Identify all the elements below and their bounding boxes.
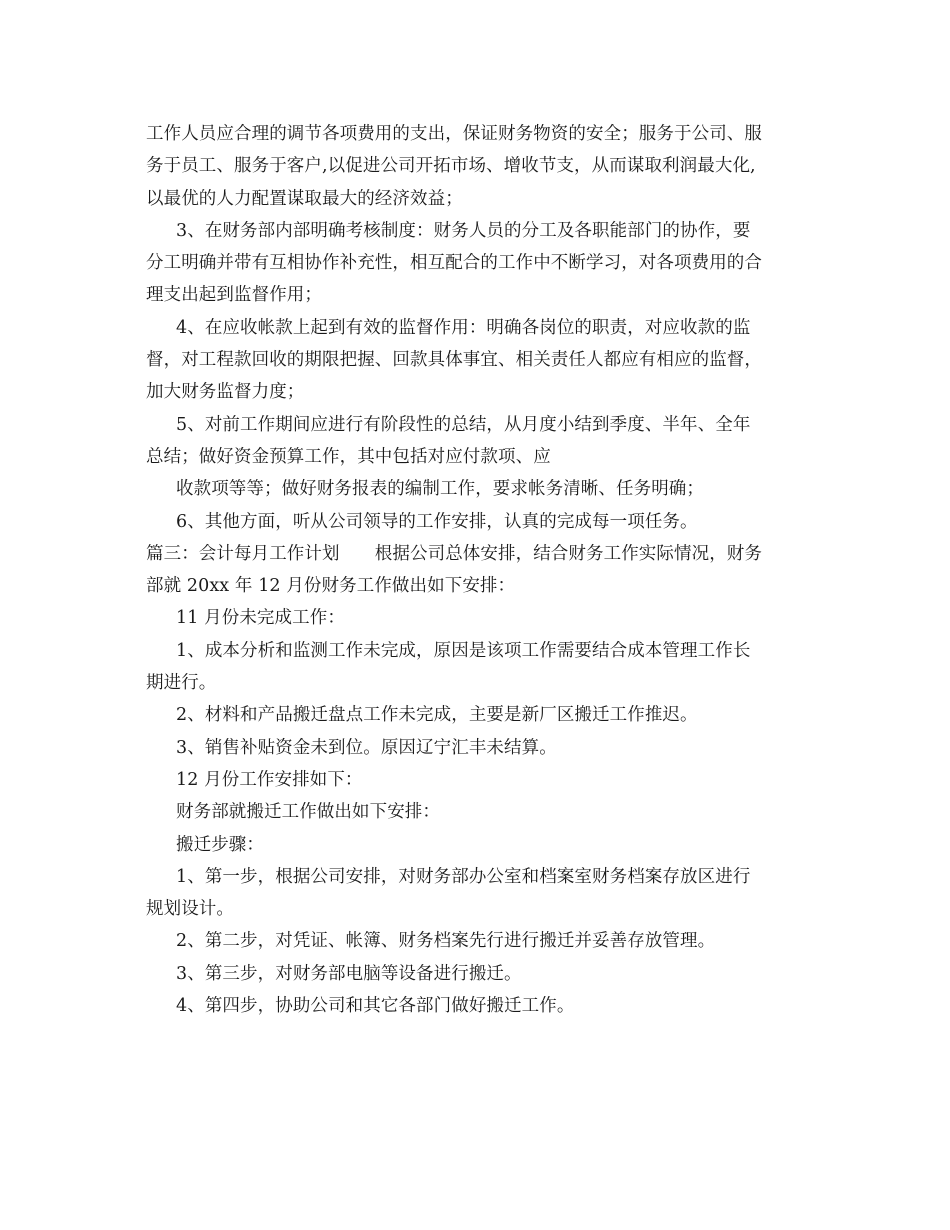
text-line: 4、第四步，协助公司和其它各部门做好搬迁工作。 bbox=[176, 996, 575, 1017]
document-body bbox=[146, 118, 806, 1022]
text-line: 篇三：会计每月工作计划 根据公司总体安排，结合财务工作实际情况，财务 bbox=[146, 543, 762, 564]
text-line: 4、在应收帐款上起到有效的监督作用：明确各岗位的职责，对应收款的监 bbox=[176, 317, 751, 338]
text-line: 2、材料和产品搬迁盘点工作未完成，主要是新厂区搬迁工作推迟。 bbox=[176, 705, 698, 726]
text-line: 12 月份工作安排如下： bbox=[176, 769, 363, 790]
text-line: 2、第二步，对凭证、帐簿、财务档案先行进行搬迁并妥善存放管理。 bbox=[176, 931, 716, 952]
text-line: 期进行。 bbox=[146, 673, 217, 694]
text-line: 规划设计。 bbox=[146, 899, 234, 920]
text-line: 督，对工程款回收的期限把握、回款具体事宜、相关责任人都应有相应的监督， bbox=[146, 350, 762, 371]
text-line: 3、第三步，对财务部电脑等设备进行搬迁。 bbox=[176, 963, 522, 984]
text-line: 工作人员应合理的调节各项费用的支出，保证财务物资的安全；服务于公司、服 bbox=[146, 124, 762, 144]
text-line: 分工明确并带有互相协作补充性，相互配合的工作中不断学习，对各项费用的合 bbox=[146, 253, 762, 274]
text-line: 财务部就搬迁工作做出如下安排： bbox=[176, 802, 440, 823]
text-line: 1、第一步，根据公司安排，对财务部办公室和档案室财务档案存放区进行 bbox=[176, 866, 751, 887]
text-line: 搬迁步骤： bbox=[176, 834, 264, 855]
text-line: 加大财务监督力度； bbox=[146, 382, 305, 403]
text-line: 理支出起到监督作用； bbox=[146, 285, 322, 306]
text-line: 11 月份未完成工作： bbox=[176, 608, 345, 629]
text-line: 3、在财务部内部明确考核制度：财务人员的分工及各职能部门的协作，要 bbox=[176, 220, 751, 241]
text-line: 以最优的人力配置谋取最大的经济效益； bbox=[146, 188, 463, 209]
text-line: 5、对前工作期间应进行有阶段性的总结，从月度小结到季度、半年、全年 bbox=[176, 414, 751, 435]
text-line: 3、销售补贴资金未到位。原因辽宁汇丰未结算。 bbox=[176, 737, 557, 758]
text-line: 部就 20xx 年 12 月份财务工作做出如下安排： bbox=[146, 576, 516, 597]
text-line: 务于员工、服务于客户,以促进公司开拓市场、增收节支，从而谋取利润最大化, bbox=[146, 156, 756, 177]
text-line: 6、其他方面，听从公司领导的工作安排，认真的完成每一项任务。 bbox=[176, 511, 698, 532]
text-line: 1、成本分析和监测工作未完成，原因是该项工作需要结合成本管理工作长 bbox=[176, 640, 751, 661]
text-line: 收款项等等；做好财务报表的编制工作，要求帐务清晰、任务明确； bbox=[176, 479, 704, 500]
text-line: 总结；做好资金预算工作，其中包括对应付款项、应 bbox=[146, 446, 551, 467]
